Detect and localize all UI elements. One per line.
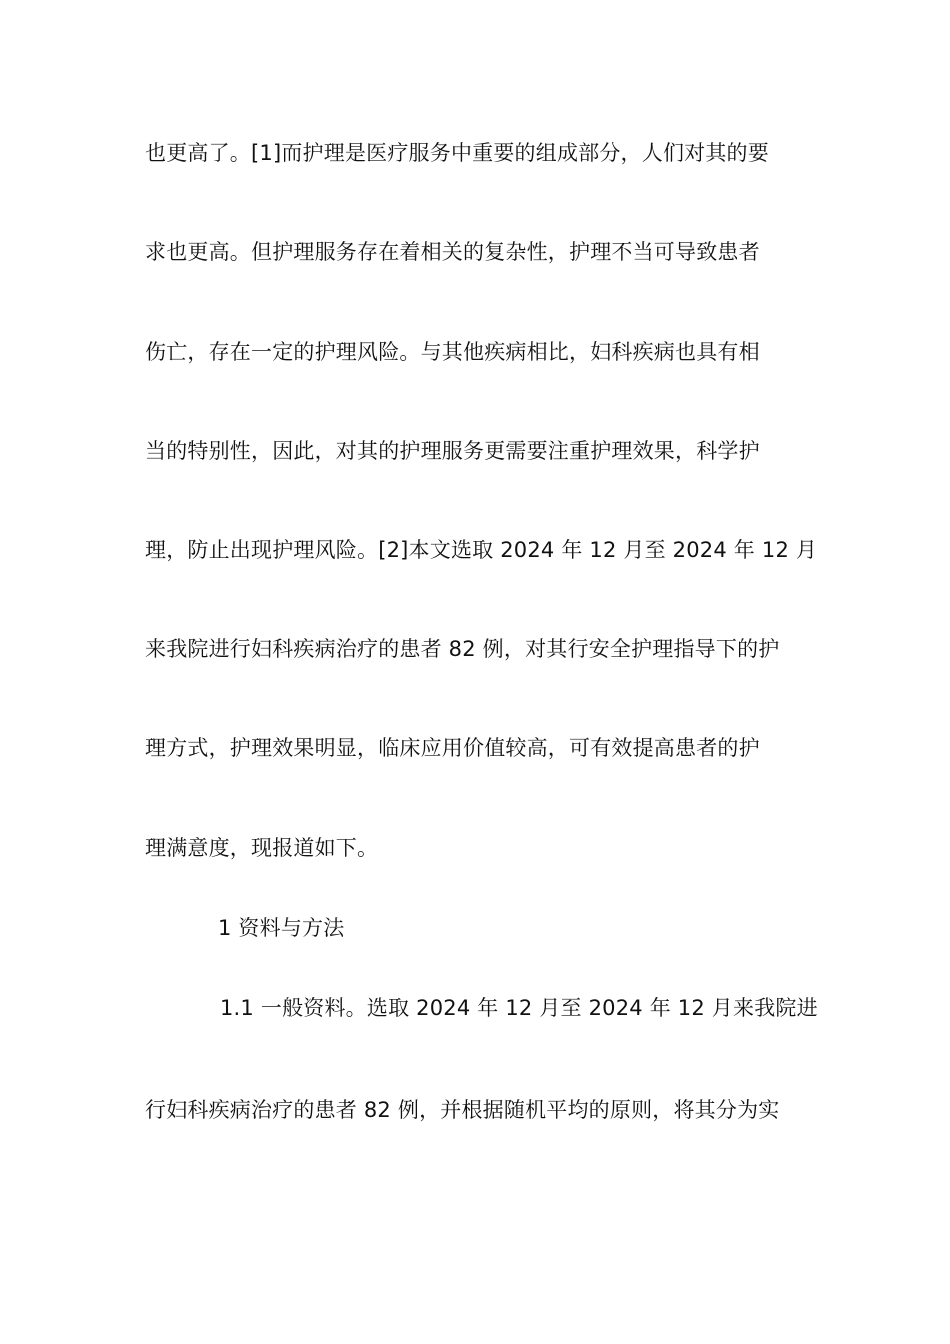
paragraph-line-6: 来我院进行妇科疾病治疗的患者 82 例，对其行安全护理指导下的护 (145, 637, 780, 661)
paragraph-line-4: 当的特别性，因此，对其的护理服务更需要注重护理效果，科学护 (145, 439, 760, 463)
paragraph-line-5: 理，防止出现护理风险。[2]本文选取 2024 年 12 月至 2024 年 12 月 (145, 538, 818, 562)
section-heading: 1 资料与方法 (218, 916, 345, 940)
paragraph-line-8: 理满意度，现报道如下。 (145, 836, 379, 860)
paragraph-line-2: 求也更高。但护理服务存在着相关的复杂性，护理不当可导致患者 (145, 240, 760, 264)
subsection-line-1: 1.1 一般资料。选取 2024 年 12 月至 2024 年 12 月来我院进 (220, 996, 818, 1020)
subsection-line-2: 行妇科疾病治疗的患者 82 例，并根据随机平均的原则，将其分为实 (145, 1098, 780, 1122)
paragraph-line-7: 理方式，护理效果明显，临床应用价值较高，可有效提高患者的护 (145, 736, 760, 760)
paragraph-line-1: 也更高了。[1]而护理是医疗服务中重要的组成部分，人们对其的要 (145, 141, 769, 165)
paragraph-line-3: 伤亡，存在一定的护理风险。与其他疾病相比，妇科疾病也具有相 (145, 340, 760, 364)
